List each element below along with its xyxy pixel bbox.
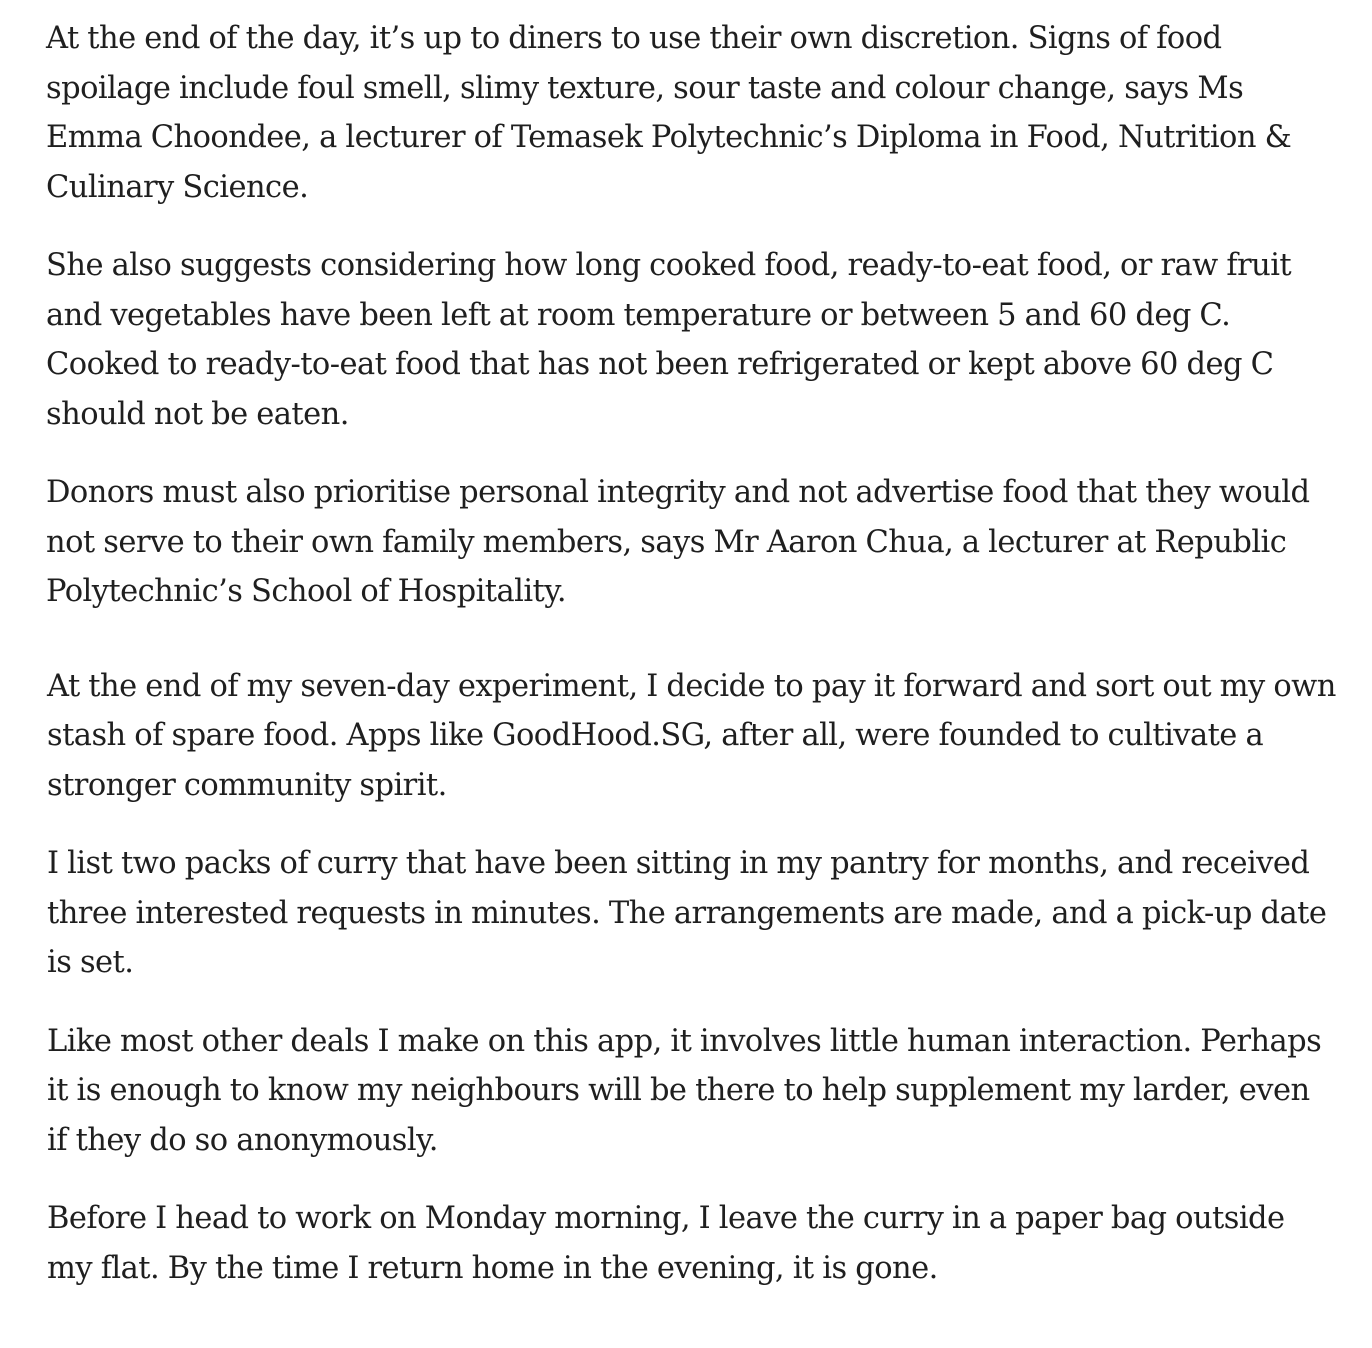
- paragraph-pay-it-forward: At the end of my seven-day experiment, I decide to pay it forward and sort out my own stash of spare food. Apps like GoodHood.SG, after all, were founded to cultivate a stronger community spirit.: [47, 668, 1336, 803]
- article-body: [46, 14, 1336, 1322]
- article-section-expert-advice: [46, 14, 1336, 617]
- paragraph-room-temperature: She also suggests considering how long cooked food, ready-to-eat food, or raw fruit and vegetables have been left at room temperature or between 5 and 60 deg C. Cooked to ready-to-eat food that has not been refrigerated or kept above 60 deg C should not be eaten.: [46, 248, 1292, 432]
- paragraph-curry-gone: Before I head to work on Monday morning, I leave the curry in a paper bag outside my flat. By the time I return home in the evening, it is gone.: [47, 1201, 1285, 1286]
- paragraph-donor-integrity: Donors must also prioritise personal integrity and not advertise food that they would not serve to their own family members, says Mr Aaron Chua, a lecturer at Republic Polytechnic’s School of Hospitality.: [46, 475, 1310, 609]
- paragraph-human-interaction: Like most other deals I make on this app, it involves little human interaction. Perhaps it is enough to know my neighbours will be there to help supplement my larder, even if they do so anonymously.: [47, 1023, 1322, 1158]
- paragraph-food-spoilage-signs: At the end of the day, it’s up to diners to use their own discretion. Signs of food spoilage include foul smell, slimy texture, sour taste and colour change, says Ms Emma Choondee, a lecturer of Temasek Polytechnic’s Diploma in Food, Nutrition & Culinary Science.: [46, 21, 1292, 205]
- paragraph-curry-listing: I list two packs of curry that have been sitting in my pantry for months, and received three interested requests in minutes. The arrangements are made, and a pick-up date is set.: [47, 846, 1327, 980]
- article-section-experiment-end: [46, 662, 1336, 1294]
